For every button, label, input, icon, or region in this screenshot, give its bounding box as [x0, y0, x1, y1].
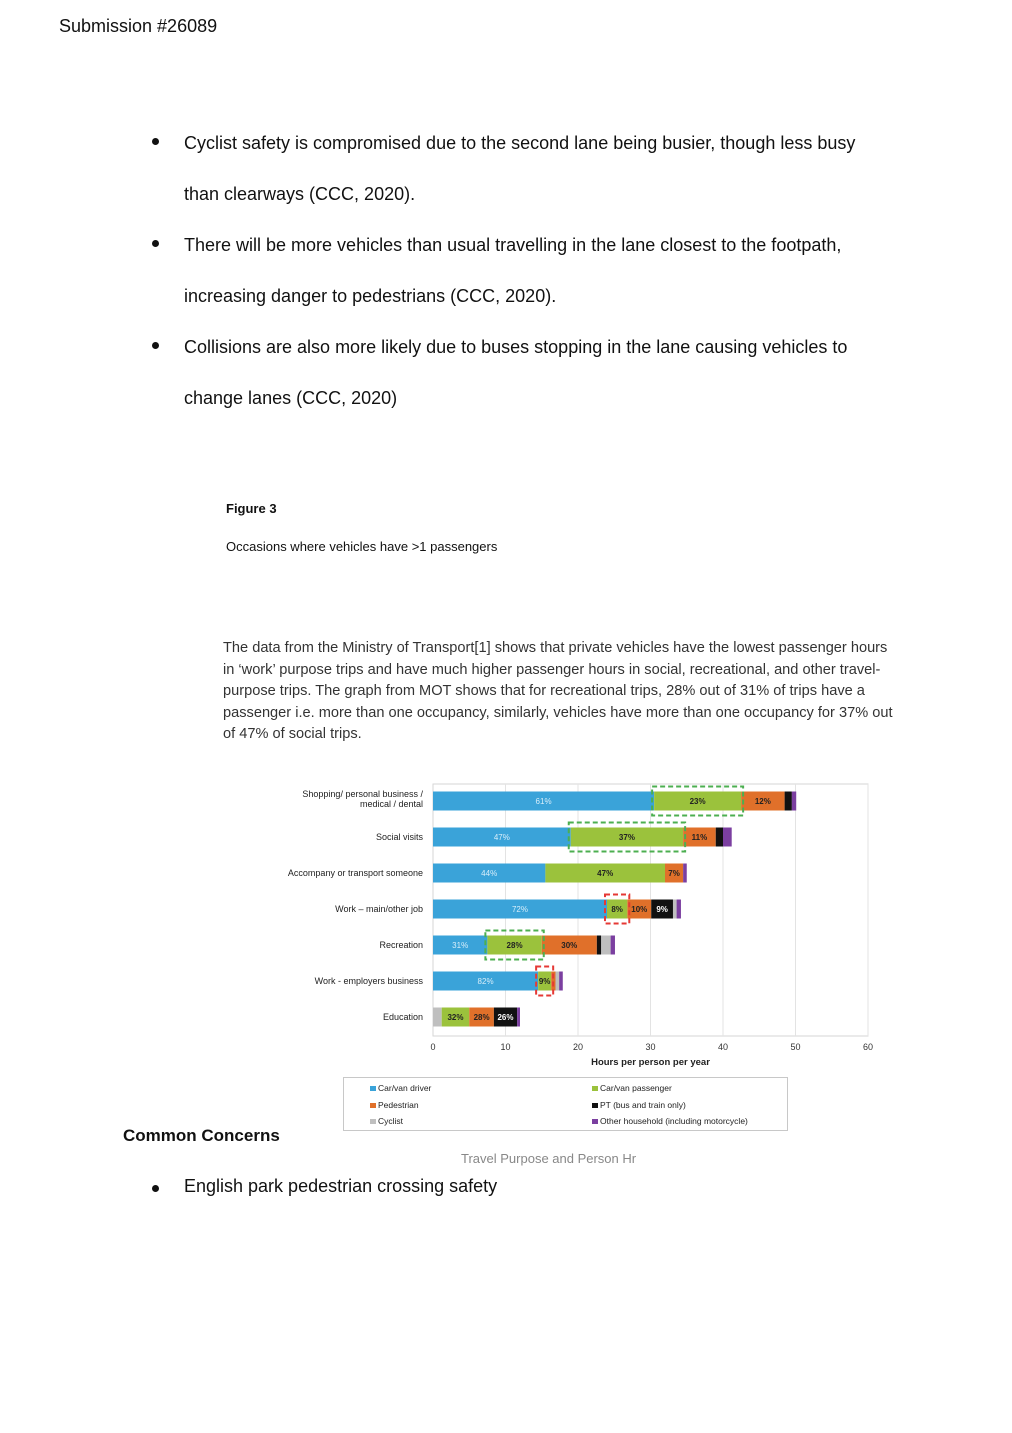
data-label: 72%	[511, 905, 529, 914]
bar-segment-other	[677, 900, 681, 919]
bar-segment-pt	[597, 936, 601, 955]
legend-item-car-driver	[370, 1083, 431, 1093]
x-tick-label: 0	[430, 1042, 436, 1052]
data-label: 82%	[477, 977, 494, 986]
category-label: Social visits	[375, 832, 423, 842]
bullet-text: change lanes (CCC, 2020)	[184, 388, 398, 408]
bar-segment-other	[611, 936, 615, 955]
bullet-text: Collisions are also more likely due to buses stopping in the lane causing vehicles to	[184, 337, 848, 357]
bullet-dot-icon	[152, 342, 159, 349]
x-tick-label: 40	[717, 1042, 729, 1052]
legend-swatch	[370, 1086, 376, 1091]
bullet-text: increasing danger to pedestrians (CCC, 2020).	[184, 286, 557, 306]
x-tick-label: 30	[645, 1042, 656, 1052]
common-concerns-heading: Common Concerns	[123, 1126, 280, 1145]
category-label: Recreation	[379, 940, 423, 950]
concerns-bullet-list	[150, 118, 910, 424]
data-label: 47%	[597, 869, 614, 878]
bullet-continuation	[150, 169, 910, 219]
bullet-text: English park pedestrian crossing safety	[184, 1176, 498, 1196]
legend-label: PT (bus and train only)	[600, 1100, 686, 1110]
bar-segment-other	[517, 1008, 520, 1027]
data-label: 31%	[452, 941, 469, 950]
figure-source: Travel Purpose and Person Hr	[461, 1151, 637, 1166]
bullet-dot-icon	[152, 240, 159, 247]
data-label: 37%	[618, 833, 635, 842]
x-tick-label: 60	[862, 1042, 874, 1052]
bar-segment-pt	[785, 792, 792, 811]
figure-label: Figure 3	[226, 501, 277, 516]
data-label: 7%	[668, 869, 680, 878]
bullet-text: than clearways (CCC, 2020).	[184, 184, 416, 204]
bullet-dot-icon	[152, 138, 159, 145]
bar-segment-other	[683, 864, 687, 883]
x-axis-label: Hours per person per year	[591, 1057, 710, 1068]
legend-item-car-passenger	[592, 1083, 672, 1093]
bullet-text: Cyclist safety is compromised due to the second lane being busier, though less busy	[184, 133, 856, 153]
x-tick-label: 20	[572, 1042, 584, 1052]
bullet-item	[150, 322, 910, 372]
category-label: Work – main/other job	[335, 904, 423, 914]
data-label: 10%	[631, 905, 648, 914]
data-label: 28%	[506, 941, 523, 950]
legend-item-other	[592, 1116, 748, 1126]
data-label: 30%	[561, 941, 578, 950]
submission-header: Submission #26089	[59, 16, 218, 36]
bullet-item	[150, 220, 910, 270]
travel-purpose-chart	[240, 778, 880, 1074]
legend-swatch	[592, 1103, 598, 1108]
bar-segment-pt	[716, 828, 723, 847]
bar-segment-other	[792, 792, 796, 811]
legend-label: Car/van driver	[378, 1083, 432, 1093]
bar-segment-cyclist	[601, 936, 610, 955]
data-label: 9%	[538, 977, 551, 986]
category-label: Accompany or transport someone	[287, 868, 423, 878]
bullet-continuation	[150, 373, 910, 423]
bar-segment-cyclist	[673, 900, 677, 919]
legend-swatch	[370, 1103, 376, 1108]
bar-segment-other	[559, 972, 563, 991]
bullet-item	[150, 1176, 497, 1197]
figure-caption: Occasions where vehicles have >1 passengers	[226, 539, 498, 554]
bullet-dot-icon	[152, 1185, 159, 1192]
bullet-continuation	[150, 271, 910, 321]
category-label: Work - employers business	[314, 976, 423, 986]
data-label: 26%	[497, 1013, 514, 1022]
legend-item-pt	[592, 1100, 686, 1110]
category-label: Education	[382, 1012, 423, 1022]
data-label: 44%	[481, 869, 498, 878]
category-label: medical / dental	[359, 799, 423, 809]
legend-swatch	[370, 1119, 376, 1124]
legend-item-pedestrian	[370, 1100, 419, 1110]
data-label: 32%	[447, 1013, 464, 1022]
bar-segment-other	[723, 828, 732, 847]
category-label: Shopping/ personal business /	[302, 789, 423, 799]
legend-swatch	[592, 1086, 598, 1091]
legend-swatch	[592, 1119, 598, 1124]
bullet-text: There will be more vehicles than usual travelling in the lane closest to the footpath,	[184, 235, 842, 255]
legend-item-cyclist	[370, 1116, 403, 1126]
bar-segment-cyclist	[433, 1008, 442, 1027]
legend-label: Cyclist	[378, 1116, 404, 1126]
bullet-item	[150, 118, 910, 168]
data-label: 9%	[656, 905, 668, 914]
legend-label: Other household (including motorcycle)	[600, 1116, 748, 1126]
x-tick-label: 10	[500, 1042, 511, 1052]
legend-label: Pedestrian	[378, 1100, 419, 1110]
data-label: 11%	[691, 833, 708, 842]
data-label: 12%	[754, 797, 771, 806]
bar-segment-cyclist	[556, 972, 560, 991]
data-label: 28%	[473, 1013, 490, 1022]
data-label: 23%	[689, 797, 706, 806]
x-tick-label: 50	[790, 1042, 801, 1052]
figure-paragraph: The data from the Ministry of Transport[1] shows that private vehicles have the lowest passenger hours in ‘work’ purpose trips and have much higher passenger hours in social, recreational, and other travel-purpose trips. The graph from MOT shows that for recreational trips, 28% out of 31% of trips have a passenger i.e. more than one occupancy, similarly, vehicles have more than one occupancy for 37% out of 47% of social trips.	[223, 640, 893, 743]
data-label: 61%	[535, 797, 552, 806]
data-label: 47%	[493, 833, 510, 842]
chart-legend	[343, 1077, 788, 1131]
legend-label: Car/van passenger	[600, 1083, 672, 1093]
data-label: 8%	[611, 905, 623, 914]
